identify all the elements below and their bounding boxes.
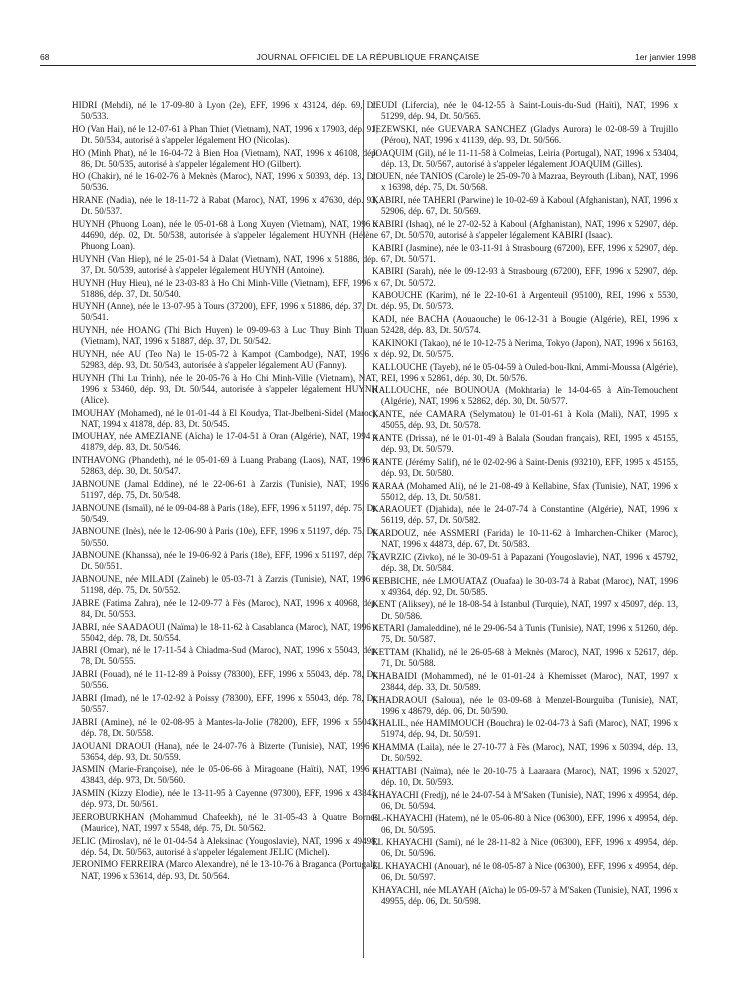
naturalization-entry: KABIRI (Ishaq), né le 27-02-52 à Kaboul (Afghanistan), NAT, 1996 x 52907, dép. 67, Dt. 50/570, autorisé à s'appeler légalement KABIRI (Isaac). — [372, 218, 678, 240]
naturalization-entry: KARAOUET (Djahida), née le 24-07-74 à Constantine (Algérie), NAT, 1996 x 56119, dép. 57, Dt. 50/582. — [372, 504, 678, 526]
naturalization-entry: INTHAVONG (Phandeth), né le 05-01-69 à Luang Prabang (Laos), NAT, 1996 x 52863, dép. 30, Dt. 50/547. — [72, 455, 378, 477]
naturalization-entry: IMOUHAY (Mohamed), né le 01-01-44 à El Koudya, Tlat-Jbelbeni-Sidel (Maroc), NAT, 1994 x 41878, dép. 83, Dt. 50/545. — [72, 407, 378, 429]
naturalization-entry: HIDRI (Mehdi), né le 17-09-80 à Lyon (2e), EFF, 1996 x 43124, dép. 69, Dt. 50/533. — [72, 100, 378, 122]
naturalization-entry: JABRI (Omar), né le 17-11-54 à Chiadma-Sud (Maroc), NAT, 1996 x 55043, dép. 78, Dt. 50/555. — [72, 645, 378, 667]
naturalization-entry: JABNOUNE (Khanssa), née le 19-06-92 à Paris (18e), EFF, 1996 x 51197, dép. 75, Dt. 50/551. — [72, 550, 378, 572]
naturalization-entry: JABRI, née SAADAOUI (Naïma) le 18-11-62 à Casablanca (Maroc), NAT, 1996 x 55042, dép. 78, Dt. 50/554. — [72, 621, 378, 643]
naturalization-entry: KHADRAOUI (Saloua), née le 03-09-68 à Menzel-Bourguiba (Tunisie), NAT, 1996 x 48679, dép. 06, Dt. 50/590. — [372, 694, 678, 716]
page-header — [40, 52, 696, 66]
naturalization-entry: KABIRI, née TAHERI (Parwine) le 10-02-69 à Kaboul (Afghanistan), NAT, 1996 x 52906, dép. 67, Dt. 50/569. — [372, 195, 678, 217]
naturalization-entry: JABRI (Amine), né le 02-08-95 à Mantes-la-Jolie (78200), EFF, 1996 x 55043, dép. 78, Dt. 50/558. — [72, 716, 378, 738]
naturalization-entry: KANTE (Jérémy Salif), né le 02-02-96 à Saint-Denis (93210), EFF, 1995 x 45155, dép. 93, Dt. 50/580. — [372, 456, 678, 478]
naturalization-entry: HUYNH (Phuong Loan), née le 05-01-68 à Long Xuyen (Vietnam), NAT, 1996 x 44690, dép. 02, Dt. 50/538, autorisée à s'appeler légalement HUYNH (Hélène Phuong Loan). — [72, 218, 378, 252]
naturalization-entry: KHABAIDI (Mohammed), né le 01-01-24 à Khemisset (Maroc), NAT, 1997 x 23844, dép. 33, Dt. 50/589. — [372, 670, 678, 692]
naturalization-entry: JERONIMO FERREIRA (Marco Alexandre), né le 13-10-76 à Braganca (Portugal), NAT, 1996 x 53614, dép. 93, Dt. 50/564. — [72, 859, 378, 881]
naturalization-entry: KETTAM (Khalid), né le 26-05-68 à Meknès (Maroc), NAT, 1996 x 52617, dép. 71, Dt. 50/588. — [372, 646, 678, 669]
naturalization-entry: KAKINOKI (Takao), né le 10-12-75 à Nerima, Tokyo (Japon), NAT, 1996 x 56163, dép. 92, Dt. 50/575. — [372, 337, 678, 359]
naturalization-entry: KANTE (Drissa), né le 01-01-49 à Balala (Soudan français), REI, 1995 x 45155, dép. 93, Dt. 50/579. — [372, 432, 678, 455]
naturalization-entry: KALLOUCHE, née BOUNOUA (Mokhtaria) le 14-04-65 à Aïn-Temouchent (Algérie), NAT, 1996 x 52862, dép. 30, Dt. 50/577. — [372, 385, 678, 407]
naturalization-entry: HO (Van Hai), né le 12-07-61 à Phan Thiet (Vietnam), NAT, 1996 x 17903, dép. 91, Dt. 50/534, autorisé à s'appeler légalement HO (Nicolas). — [72, 123, 378, 145]
left-column — [72, 100, 378, 883]
naturalization-entry: KABIRI (Sarah), née le 09-12-93 à Strasbourg (67200), EFF, 1996 x 52907, dép. 67, Dt. 50/572. — [372, 266, 678, 288]
naturalization-entry: JEUDI (Lifercia), née le 04-12-55 à Saint-Louis-du-Sud (Haïti), NAT, 1996 x 51299, dép. 94, Dt. 50/565. — [372, 100, 678, 122]
naturalization-entry: KEBBICHE, née LMOUATAZ (Ouafaa) le 30-03-74 à Rabat (Maroc), NAT, 1996 x 49364, dép. 92, Dt. 50/585. — [372, 575, 678, 597]
naturalization-entry: KAVRZIC (Zivko), né le 30-09-51 à Papazani (Yougoslavie), NAT, 1996 x 45792, dép. 38, Dt. 50/584. — [372, 551, 678, 573]
header-rule — [40, 65, 696, 66]
naturalization-entry: JABRI (Fouad), né le 11-12-89 à Poissy (78300), EFF, 1996 x 55043, dép. 78, Dt. 50/556. — [72, 669, 378, 691]
naturalization-entry: KHALIL, née HAMIMOUCH (Bouchra) le 02-04-73 à Safi (Maroc), NAT, 1996 x 51974, dép. 94, Dt. 50/591. — [372, 718, 678, 740]
naturalization-entry: KARDOUZ, née ASSMERI (Farida) le 10-11-62 à Imharchen-Chiker (Maroc), NAT, 1996 x 44873, dép. 67, Dt. 50/583. — [372, 528, 678, 550]
naturalization-entry: KANTE, née CAMARA (Selymatou) le 01-01-61 à Kola (Mali), NAT, 1995 x 45055, dép. 93, Dt. 50/578. — [372, 409, 678, 431]
naturalization-entry: JABNOUNE (Ismaïl), né le 09-04-88 à Paris (18e), EFF, 1996 x 51197, dép. 75, Dt. 50/549. — [72, 502, 378, 524]
naturalization-entry: KHAYACHI (Fredj), né le 24-07-54 à M'Saken (Tunisie), NAT, 1996 x 49954, dép. 06, Dt. 50/594. — [372, 789, 678, 811]
naturalization-entry: JASMIN (Marie-Françoise), née le 05-06-66 à Miragoane (Haïti), NAT, 1996 x 43843, dép. 973, Dt. 50/560. — [72, 764, 378, 786]
naturalization-entry: JABNOUNE (Inès), née le 12-06-90 à Paris (10e), EFF, 1996 x 51197, dép. 75, Dt. 50/550. — [72, 526, 378, 548]
naturalization-entry: JAOUANI DRAOUI (Hana), née le 24-07-76 à Bizerte (Tunisie), NAT, 1996 x 53654, dép. 93, Dt. 50/559. — [72, 740, 378, 762]
naturalization-entry: EL KHAYACHI (Anouar), né le 08-05-87 à Nice (06300), EFF, 1996 x 49954, dép. 06, Dt. 50/597. — [372, 861, 678, 883]
journal-title: JOURNAL OFFICIEL DE LA RÉPUBLIQUE FRANÇAISE — [256, 52, 480, 62]
page-number: 68 — [40, 52, 50, 62]
naturalization-entry: HUYNH, née AU (Teo Na) le 15-05-72 à Kampot (Cambodge), NAT, 1996 x 52983, dép. 93, Dt. 50/543, autorisée à s'appeler légalement AU (Fanny). — [72, 348, 378, 370]
naturalization-entry: KALLOUCHE (Tayeb), né le 05-04-59 à Ouled-bou-Ikni, Ammi-Moussa (Algérie), REI, 1996 x 52861, dép. 30, Dt. 50/576. — [372, 361, 678, 383]
issue-date: 1er janvier 1998 — [635, 52, 696, 62]
naturalization-entry: KHAYACHI, née MLAYAH (Aïcha) le 05-09-57 à M'Saken (Tunisie), NAT, 1996 x 49955, dép. 06, Dt. 50/598. — [372, 884, 678, 906]
naturalization-entry: HUYNH (Anne), née le 13-07-95 à Tours (37200), EFF, 1996 x 51886, dép. 37, Dt. 50/541. — [72, 301, 378, 323]
naturalization-entry: EL-KHAYACHI (Hatem), né le 05-06-80 à Nice (06300), EFF, 1996 x 49954, dép. 06, Dt. 50/595. — [372, 813, 678, 835]
naturalization-entry: KHAMMA (Laila), née le 27-10-77 à Fès (Maroc), NAT, 1996 x 50394, dép. 13, Dt. 50/592. — [372, 742, 678, 764]
naturalization-entry: JEZEWSKI, née GUEVARA SANCHEZ (Gladys Aurora) le 02-08-59 à Trujillo (Pérou), NAT, 1996 x 41139, dép. 93, Dt. 50/566. — [372, 123, 678, 145]
naturalization-entry: KABIRI (Jasmine), née le 03-11-91 à Strasbourg (67200), EFF, 1996 x 52907, dép. 67, Dt. 50/571. — [372, 242, 678, 264]
naturalization-entry: JABNOUNE, née MILADI (Zaïneb) le 05-03-71 à Zarzis (Tunisie), NAT, 1996 x 51198, dép. 75, Dt. 50/552. — [72, 574, 378, 596]
naturalization-entry: JABRI (Imad), né le 17-02-92 à Poissy (78300), EFF, 1996 x 55043, dép. 78, Dt. 50/557. — [72, 692, 378, 715]
naturalization-entry: KHATTABI (Naïma), née le 20-10-75 à Laaraara (Maroc), NAT, 1996 x 52027, dép. 10, Dt. 50/593. — [372, 765, 678, 787]
right-column — [372, 100, 678, 909]
naturalization-entry: JEEROBURKHAN (Mohammud Chafeekh), né le 31-05-43 à Quatre Bornes (Maurice), NAT, 1997 x 5548, dép. 75, Dt. 50/562. — [72, 811, 378, 833]
naturalization-entry: JELIC (Miroslav), né le 01-04-54 à Aleksinac (Yougoslavie), NAT, 1996 x 49498, dép. 54, Dt. 50/563, autorisé à s'appeler légalement JELIC (Michel). — [72, 835, 378, 857]
naturalization-entry: KABOUCHE (Karim), né le 22-10-61 à Argenteuil (95100), REI, 1996 x 5530, dép. 95, Dt. 50/573. — [372, 290, 678, 312]
naturalization-entry: JABRE (Fatima Zahra), née le 12-09-77 à Fès (Maroc), NAT, 1996 x 40968, dép. 84, Dt. 50/553. — [72, 597, 378, 619]
naturalization-entry: JOAQUIM (Gil), né le 11-11-58 à Colmeias, Leiria (Portugal), NAT, 1996 x 53404, dép. 13, Dt. 50/567, autorisé à s'appeler légalement JOAQUIM (Gilles). — [372, 147, 678, 169]
naturalization-entry: IMOUHAY, née AMEZIANE (Aïcha) le 17-04-51 à Oran (Algérie), NAT, 1994 x 41879, dép. 83, Dt. 50/546. — [72, 431, 378, 453]
naturalization-entry: JASMIN (Kizzy Elodie), née le 13-11-95 à Cayenne (97300), EFF, 1996 x 43843, dép. 973, Dt. 50/561. — [72, 788, 378, 810]
naturalization-entry: KETARI (Jamaleddine), né le 29-06-54 à Tunis (Tunisie), NAT, 1996 x 51260, dép. 75, Dt. 50/587. — [372, 623, 678, 645]
naturalization-entry: HUYNH (Van Hiep), né le 25-01-54 à Dalat (Vietnam), NAT, 1996 x 51886, dép. 37, Dt. 50/539, autorisé à s'appeler légalement HUYNH (Antoine). — [72, 253, 378, 275]
naturalization-entry: JOUEN, née TANIOS (Carole) le 25-09-70 à Mazraa, Beyrouth (Liban), NAT, 1996 x 16398, dép. 75, Dt. 50/568. — [372, 171, 678, 193]
naturalization-entry: HUYNH, née HOANG (Thi Bich Huyen) le 09-09-63 à Luc Thuy Binh Thuan (Vietnam), NAT, 1996 x 51887, dép. 37, Dt. 50/542. — [72, 325, 378, 347]
naturalization-entry: HUYNH (Thi Lu Trinh), née le 20-05-76 à Ho Chi Minh-Ville (Vietnam), NAT, 1996 x 53460, dép. 93, Dt. 50/544, autorisée à s'appeler légalement HUYNH (Alice). — [72, 372, 378, 405]
naturalization-entry: JABNOUNE (Jamal Eddine), né le 22-06-61 à Zarzis (Tunisie), NAT, 1996 x 51197, dép. 75, Dt. 50/548. — [72, 478, 378, 500]
naturalization-entry: HO (Chakir), né le 16-02-76 à Meknès (Maroc), NAT, 1996 x 50393, dép. 13, Dt. 50/536. — [72, 171, 378, 193]
naturalization-entry: HUYNH (Huy Hieu), né le 23-03-83 à Ho Chi Minh-Ville (Vietnam), EFF, 1996 x 51886, dép. 37, Dt. 50/540. — [72, 277, 378, 299]
naturalization-entry: KARAA (Mohamed Ali), né le 21-08-49 à Kellabine, Sfax (Tunisie), NAT, 1996 x 55012, dép. 13, Dt. 50/581. — [372, 480, 678, 502]
naturalization-entry: HRANE (Nadia), née le 18-11-72 à Rabat (Maroc), NAT, 1996 x 47630, dép. 93, Dt. 50/537. — [72, 195, 378, 217]
naturalization-entry: KENT (Aliksey), né le 18-08-54 à Istanbul (Turquie), NAT, 1997 x 45097, dép. 13, Dt. 50/586. — [372, 599, 678, 621]
naturalization-entry: EL KHAYACHI (Sami), né le 28-11-82 à Nice (06300), EFF, 1996 x 49954, dép. 06, Dt. 50/596. — [372, 837, 678, 859]
naturalization-entry: HO (Minh Phat), né le 16-04-72 à Bien Hoa (Vietnam), NAT, 1996 x 46108, dép. 86, Dt. 50/535, autorisé à s'appeler légalement HO (Gilbert). — [72, 147, 378, 169]
naturalization-entry: KADI, née BACHA (Aouaouche) le 06-12-31 à Bougie (Algérie), REI, 1996 x 52428, dép. 83, Dt. 50/574. — [372, 314, 678, 336]
column-divider — [363, 100, 364, 958]
